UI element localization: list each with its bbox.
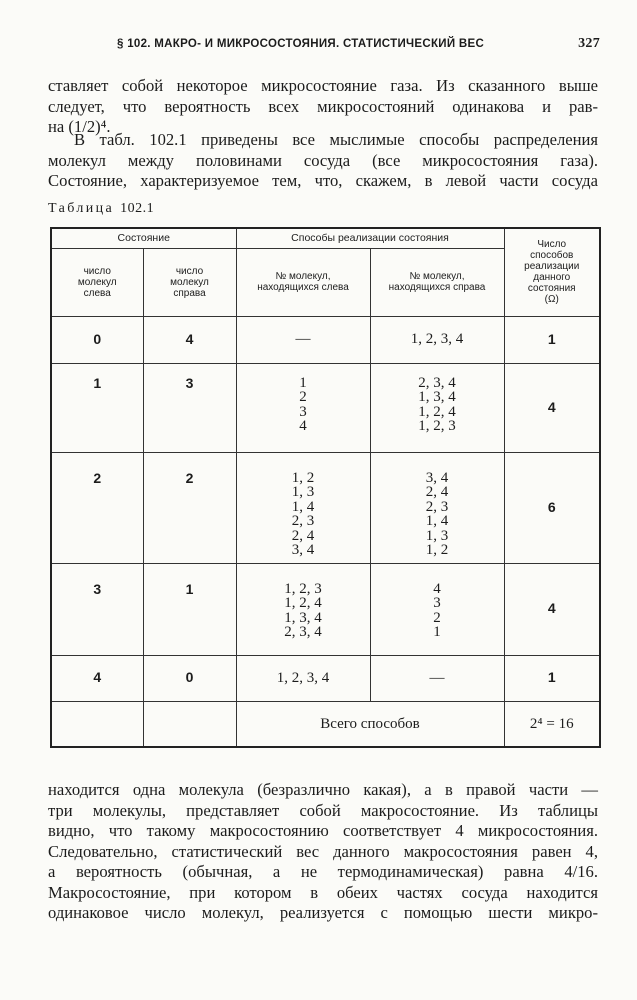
- page-number: 327: [578, 36, 600, 51]
- left-ids: 1, 2 1, 3 1, 4 2, 3 2, 4 3, 4: [236, 452, 370, 563]
- total-value: 2⁴ = 16: [504, 701, 600, 747]
- table-row: [51, 316, 600, 363]
- right-count: 4: [185, 330, 194, 347]
- table-row: [51, 563, 600, 655]
- table-row: [51, 363, 600, 452]
- text-line: Макросостояние, при котором в обеих частях сосуда находится: [48, 882, 598, 902]
- right-ids: 1, 2, 3, 4: [370, 316, 504, 363]
- text-line: Следовательно, статистический вес данного макросостояния равен 4,: [48, 841, 598, 861]
- paragraph-2: [48, 130, 598, 192]
- omega: 4: [547, 600, 556, 617]
- left-ids: 1 2 3 4: [236, 363, 370, 452]
- text-line: на (1/2)⁴.: [48, 117, 111, 136]
- left-count: 3: [93, 580, 102, 597]
- text-line: находится одна молекула (безразлично какая), а в правой части —: [48, 780, 598, 799]
- table-caption-word: Таблица: [48, 201, 115, 216]
- header-left-count: число молекул слева: [51, 248, 143, 316]
- text-line: Состояние, характеризуемое тем, что, скажем, в левой части сосуда: [48, 171, 598, 190]
- left-ids: 1, 2, 3, 4: [236, 655, 370, 701]
- table-caption: [48, 201, 154, 217]
- paragraph-3: [48, 780, 598, 924]
- right-ids: —: [370, 655, 504, 701]
- header-state: Состояние: [51, 228, 236, 248]
- omega: 1: [547, 330, 556, 347]
- table-total-row: [51, 701, 600, 747]
- text-line: В табл. 102.1 приведены все мыслимые способы распределения: [74, 130, 598, 149]
- table-102-1: [50, 227, 601, 748]
- header-ways: Способы реализации состояния: [236, 228, 504, 248]
- text-line: видно, что такому макросостоянию соответствует 4 микросостояния.: [48, 821, 598, 840]
- text-line: следует, что вероятность всех микросостояний одинакова и рав-: [48, 96, 598, 116]
- left-count: 1: [93, 374, 102, 391]
- text-line: ставляет собой некоторое микросостояние газа. Из сказанного выше: [48, 76, 598, 95]
- right-count: 3: [185, 374, 194, 391]
- left-count: 0: [93, 330, 102, 347]
- right-ids: 3, 4 2, 4 2, 3 1, 4 1, 3 1, 2: [370, 452, 504, 563]
- header-count: Число способов реализации данного состояния (Ω): [504, 228, 600, 316]
- table-row: [51, 655, 600, 701]
- text-line: одинаковое число молекул, реализуется с помощью шести микро-: [48, 903, 598, 922]
- table-caption-number: 102.1: [120, 201, 155, 216]
- table-row: [51, 452, 600, 563]
- text-line: а вероятность (обычная, а не термодинамическая) равна 4/16.: [48, 862, 598, 881]
- paragraph-1: [48, 76, 598, 138]
- right-count: 1: [185, 580, 194, 597]
- section-title: § 102. МАКРО- И МИКРОСОСТОЯНИЯ. СТАТИСТИЧЕСКИЙ ВЕС: [117, 38, 485, 50]
- header-right-ids: № молекул, находящихся справа: [370, 248, 504, 316]
- omega: 6: [547, 498, 556, 515]
- header-right-count: число молекул справа: [143, 248, 236, 316]
- left-count: 4: [93, 669, 102, 686]
- omega: 1: [547, 669, 556, 686]
- right-count: 0: [185, 669, 194, 686]
- right-ids: 4 3 2 1: [370, 563, 504, 655]
- text-line: молекул между половинами сосуда (все микросостояния газа).: [48, 150, 598, 170]
- right-count: 2: [185, 469, 194, 486]
- total-label: Всего способов: [236, 701, 504, 747]
- running-header: [55, 36, 600, 56]
- left-count: 2: [93, 469, 102, 486]
- right-ids: 2, 3, 4 1, 3, 4 1, 2, 4 1, 2, 3: [370, 363, 504, 452]
- left-ids: 1, 2, 3 1, 2, 4 1, 3, 4 2, 3, 4: [236, 563, 370, 655]
- omega: 4: [547, 398, 556, 415]
- text-line: три молекулы, представляет собой макросостояние. Из таблицы: [48, 800, 598, 820]
- left-ids: —: [236, 316, 370, 363]
- header-left-ids: № молекул, находящихся слева: [236, 248, 370, 316]
